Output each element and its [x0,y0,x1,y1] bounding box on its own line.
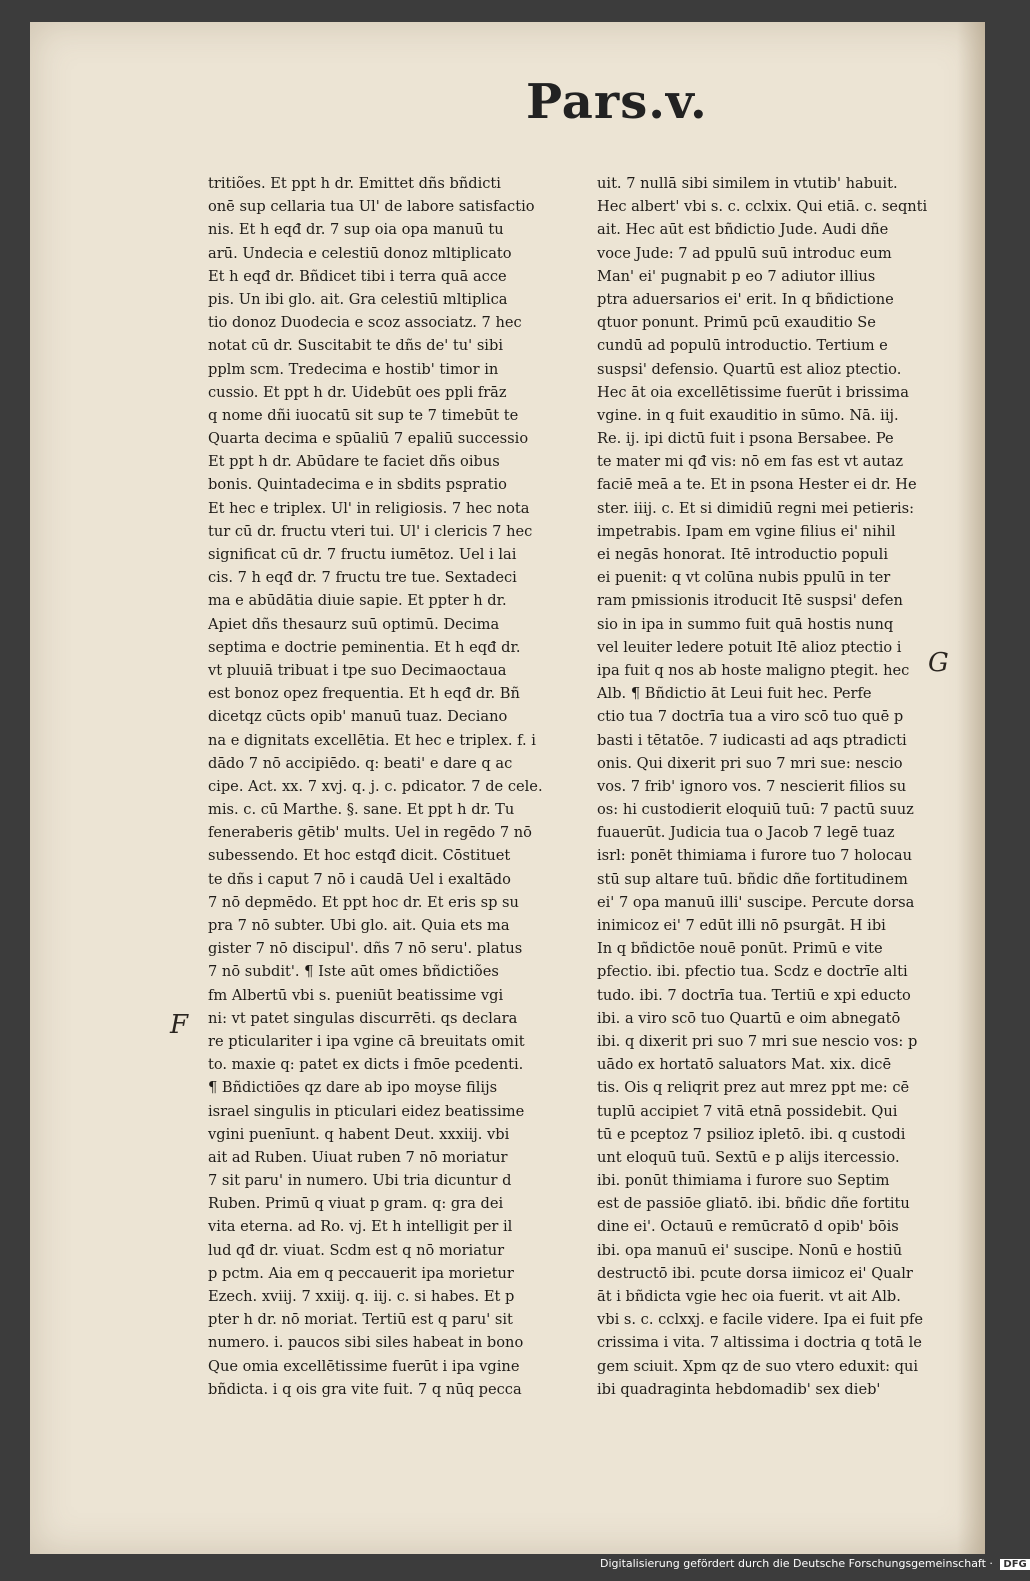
text-line: uādo ex hortatō saluators Mat. xix. dicē [597,1056,892,1074]
text-line: septima e doctrie peminentia. Et h eqđ dr. [208,638,521,656]
text-line: numero. i. paucos sibi siles habeat in bono [208,1334,524,1352]
text-line: arū. Undecia e celestiū donoz mltiplicato [208,244,512,262]
text-line: cis. 7 h eqđ dr. 7 fructu tre tue. Sextadeci [208,569,517,587]
page-heading: Pars.v. [526,74,708,130]
text-line: tritiões. Et ppt h dr. Emittet dñs bñdicti [208,175,501,192]
text-line: vt pluuiā tribuat i tpe suo Decimaoctaua [208,661,507,679]
text-line: fm Albertū vbi s. pueniūt beatissime vgi [208,986,504,1004]
text-line: Alb. ¶ Bñdictio āt Leui fuit hec. Perfe [597,685,872,703]
text-line: impetrabis. Ipam em vgine filius ei' nihil [597,522,896,540]
text-line: Et hec e triplex. Ul' in religiosis. 7 hec nota [208,499,530,517]
text-line: 7 nō subdit'. ¶ Iste aūt omes bñdictiões [208,963,499,981]
text-line: na e dignitats excellētia. Et hec e triplex. f. i [208,731,536,749]
text-line: Re. ij. ipi dictū fuit i psona Bersabee. Pe [597,430,894,448]
text-line: pra 7 nō subter. Ubi glo. ait. Quia ets ma [208,917,510,934]
text-line: voce Jude: 7 ad ppulū suū introduc eum [597,244,892,262]
left-text-column [208,172,568,1401]
text-line: In q bñdictōe nouē ponūt. Primū e vite [597,940,883,958]
digitization-credit [600,1557,1030,1570]
text-line: tudo. ibi. 7 doctrīa tua. Tertiū e xpi educto [597,986,911,1004]
text-line: dine ei'. Octauū e remūcratō d opib' bōis [597,1218,899,1236]
text-line: ram pmissionis itroducit Itē suspsi' defen [597,592,903,610]
text-line: pis. Un ibi glo. ait. Gra celestiū mltiplica [208,290,508,308]
text-line: Hec albert' vbi s. c. cclxix. Qui etiā. c. seqnti [597,198,928,216]
text-line: Quarta decima e spūaliū 7 epaliū successio [208,430,529,448]
text-line: vita eterna. ad Ro. vj. Et h intelligit per il [208,1218,513,1236]
text-line: israel singulis in pticulari eidez beatissime [208,1102,525,1120]
text-line: ptra aduersarios ei' erit. In q bñdictione [597,290,894,308]
text-line: q nome dñi iuocatū sit sup te 7 timebūt te [208,406,519,424]
text-line: Ruben. Primū q viuat p gram. q: gra dei [208,1195,504,1213]
text-line: subessendo. Et hoc estqđ dicit. Cōstituet [208,847,511,865]
text-line: significat cū dr. 7 fructu iumētoz. Uel i lai [208,546,517,563]
text-line: cussio. Et ppt h dr. Uidebūt oes ppli frāz [208,383,507,401]
text-line: est bonoz opez frequentia. Et h eqđ dr. Bñ [208,685,520,703]
text-line: tis. Ois q reliqrit prez aut mrez ppt me: cē [597,1079,910,1097]
text-line: ei' 7 opa manuū illi' suscipe. Percute dorsa [597,893,915,911]
book-page [30,22,985,1554]
text-line: Et ppt h dr. Abūdare te faciet dñs oibus [208,453,500,471]
text-line: Hec āt oia excellētissime fuerūt i brissima [597,383,909,401]
text-line: tio donoz Duodecia e scoz associatz. 7 hec [208,314,522,332]
text-line: faciē meā a te. Et in psona Hester ei dr. He [597,476,917,494]
text-line: vgini puenīunt. q habent Deut. xxxiij. vbi [208,1125,510,1143]
text-line: vbi s. c. cclxxj. e facile videre. Ipa ei fuit pfe [597,1311,924,1329]
text-line: ei negās honorat. Itē introductio populi [597,546,889,563]
text-line: suspsi' defensio. Quartū est alioz ptectio. [597,360,902,378]
text-line: feneraberis gētib' mults. Uel in regēdo 7 nō [208,824,532,842]
margin-mark-g: G [928,648,949,678]
text-line: sio in ipa in summo fuit quā hostis nunq [597,615,894,633]
text-line: os: hi custodierit eloquiū tuū: 7 pactū suuz [597,801,914,819]
text-line: ibi. opa manuū ei' suscipe. Nonū e hostiū [597,1241,903,1259]
text-line: gister 7 nō discipul'. dñs 7 nō seru'. platus [208,940,523,958]
text-line: ctio tua 7 doctrīa tua a viro scō tuo quē p [597,708,904,726]
text-line: lud qđ dr. viuat. Scdm est q nō moriatur [208,1241,505,1259]
text-line: te dñs i caput 7 nō i caudā Uel i exaltādo [208,870,511,888]
text-line: vel leuiter ledere potuit Itē alioz ptectio i [597,638,902,656]
text-line: onē sup cellaria tua Ul' de labore satisfactio [208,198,535,216]
text-line: tuplū accipiet 7 vitā etnā possidebit. Qui [597,1102,898,1120]
text-line: fuauerūt. Judicia tua o Jacob 7 legē tuaz [597,824,895,842]
text-line: bñdicta. i q ois gra vite fuit. 7 q nūq pecca [208,1380,522,1398]
right-text-column [597,172,967,1401]
text-line: tur cū dr. fructu vteri tui. Ul' i clericis 7 hec [208,522,533,540]
text-line: ni: vt patet singulas discurrēti. qs declara [208,1009,518,1027]
text-line: Apiet dñs thesaurz suū optimū. Decima [208,615,500,633]
text-line: onis. Qui dixerit pri suo 7 mri sue: nescio [597,754,903,772]
text-line: nis. Et h eqđ dr. 7 sup oia opa manuū tu [208,221,504,239]
text-line: āt i bñdicta vgie hec oia fuerit. vt ait Alb. [597,1288,901,1305]
text-line: ster. iiij. c. Et si dimidiū regni mei petieris: [597,499,915,517]
text-line: stū sup altare tuū. bñdic dñe fortitudinem [597,870,908,888]
text-line: ait ad Ruben. Uiuat ruben 7 nō moriatur [208,1148,508,1166]
text-line: destructō ibi. pcute dorsa iimicoz ei' Qualr [597,1264,913,1282]
text-line: ipa fuit q nos ab hoste maligno ptegit. hec [597,661,910,679]
dfg-logo: DFG [1000,1559,1029,1570]
text-line: inimicoz ei' 7 edūt illi nō psurgāt. H ibi [597,917,886,934]
text-line: ibi quadraginta hebdomadib' sex dieb' [597,1380,881,1398]
text-line: dādo 7 nō accipiēdo. q: beati' e dare q ac [208,754,513,772]
text-line: qtuor ponunt. Primū pcū exauditio Se [597,314,876,332]
text-line: ¶ Bñdictiōes qz dare ab ipo moyse filijs [208,1079,498,1097]
text-line: pplm scm. Tredecima e hostib' timor in [208,360,499,378]
text-line: pfectio. ibi. pfectio tua. Scdz e doctrīe alti [597,963,908,981]
text-line: 7 nō depmēdo. Et ppt hoc dr. Et eris sp su [208,893,519,911]
text-line: tū e pceptoz 7 psilioz ipletō. ibi. q custodi [597,1125,906,1143]
text-line: cundū ad populū introductio. Tertium e [597,337,888,355]
text-line: vos. 7 frib' ignoro vos. 7 nescierit filios su [597,777,907,795]
text-line: bonis. Quintadecima e in sbdits pspratio [208,476,507,494]
text-line: cipe. Act. xx. 7 xvj. q. j. c. pdicator. 7 de cele. [208,777,543,795]
margin-mark-f: F [170,1010,189,1040]
text-line: Que omia excellētissime fuerūt i ipa vgine [208,1357,520,1375]
text-line: unt eloquū tuū. Sextū e p alijs itercessio. [597,1148,900,1166]
text-line: p pctm. Aia em q peccauerit ipa morietur [208,1264,514,1282]
text-line: crissima i vita. 7 altissima i doctria q totā le [597,1334,922,1352]
text-line: mis. c. cū Marthe. §. sane. Et ppt h dr. Tu [208,801,515,819]
text-line: notat cū dr. Suscitabit te dñs de' tu' sibi [208,337,503,355]
credit-text: Digitalisierung gefördert durch die Deutsche Forschungsgemeinschaft · [600,1557,993,1570]
text-line: ma e abūdātia diuie sapie. Et ppter h dr. [208,592,507,610]
text-line: est de passiōe gliatō. ibi. bñdic dñe fortitu [597,1195,910,1213]
text-line: te mater mi qđ vis: nō em fas est vt autaz [597,453,904,471]
text-line: dicetqz cūcts opib' manuū tuaz. Deciano [208,708,508,726]
text-line: to. maxie q: patet ex dicts i fmōe pcedenti. [208,1056,524,1074]
text-line: ei puenit: q vt colūna nubis ppulū in ter [597,569,891,587]
text-line: pter h dr. nō moriat. Tertiū est q paru' sit [208,1311,513,1329]
text-line: Ezech. xviij. 7 xxiij. q. iij. c. si habes. Et p [208,1288,515,1305]
text-line: ait. Hec aūt est bñdictio Jude. Audi dñe [597,221,889,239]
text-line: basti i tētatōe. 7 iudicasti ad aqs ptradicti [597,731,907,749]
text-line: gem sciuit. Xpm qz de suo vtero eduxit: qui [597,1357,919,1375]
text-line: ibi. q dixerit pri suo 7 mri sue nescio vos: p [597,1032,918,1050]
text-line: vgine. in q fuit exauditio in sūmo. Nā. iij. [597,406,899,424]
text-line: Man' ei' pugnabit p eo 7 adiutor illius [597,267,876,285]
text-line: 7 sit paru' in numero. Ubi tria dicuntur d [208,1172,512,1190]
text-line: re pticulariter i ipa vgine cā breuitats omit [208,1032,525,1050]
text-line: Et h eqđ dr. Bñdicet tibi i terra quā acce [208,267,507,285]
text-line: ibi. a viro scō tuo Quartū e oim abnegatō [597,1009,901,1027]
text-line: ibi. ponūt thimiama i furore suo Septim [597,1172,890,1190]
text-line: isrl: ponēt thimiama i furore tuo 7 holocau [597,847,912,865]
text-line: uit. 7 nullā sibi similem in vtutib' habuit. [597,175,898,192]
